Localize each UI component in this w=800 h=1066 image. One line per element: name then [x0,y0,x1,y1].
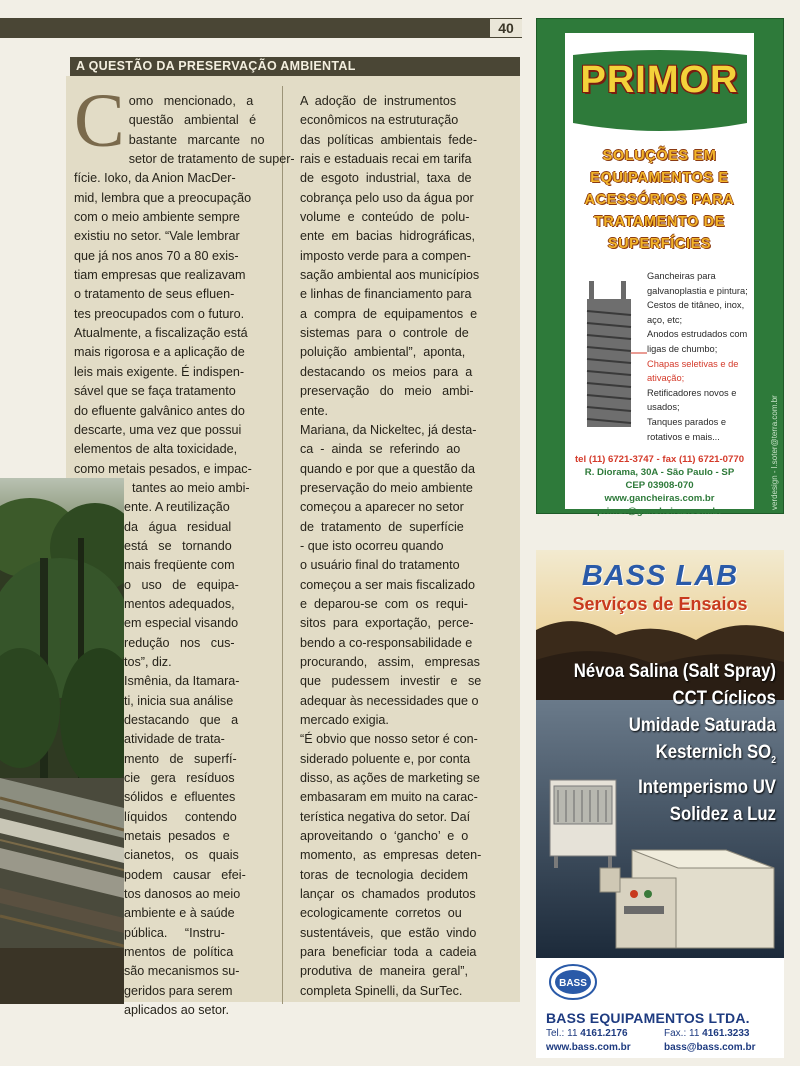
bass-service-item: Umidade Saturada [628,714,776,736]
article-line: ti, inicia sua análise [124,693,234,708]
article-line: a compra de equipamentos e [300,306,478,321]
article-line: mercado exigia. [300,713,389,727]
article-line: e deparou-se com os requi- [300,596,468,611]
primor-email-link[interactable]: primor@gancheiras.com.br [596,506,723,517]
article-line: preservação do meio ambi- [300,384,474,399]
article-line: tiam empresas que realizavam [74,268,246,283]
page-number: 40 [490,19,522,37]
article-line: mento de superfí- [124,751,237,766]
primor-tagline-line: EQUIPAMENTOS E [590,170,729,186]
article-line: siderado poluente e, por conta [300,751,471,766]
article-line: de tratamento de superfície [300,519,464,534]
pointer-line [631,351,647,355]
article-line: ente em bacias hidrográficas, [300,229,476,244]
article-line: econômicos na estruturação [300,113,459,128]
article-line: sável que se faça tratamento [74,384,236,399]
article-line: está se tornando [124,538,232,553]
primor-ad[interactable] [536,18,784,517]
article-line: sistemas para o controle de [300,326,469,341]
article-line: momento, as empresas deten- [300,848,482,863]
drop-cap: C [74,79,125,163]
bass-web-row [546,1042,776,1053]
article-line: o uso de equipa- [124,577,239,592]
bass-phone-row [546,1028,776,1039]
article-line: líquidos contendo [124,809,237,824]
article-line: ambiente e à saúde [124,906,235,921]
article-line: começou a aparecer no setor [300,500,464,515]
article-line: das políticas ambientais fede- [300,132,478,147]
so2-subscript: 2 [771,754,776,766]
bass-tel-label: Tel.: 11 [546,1028,581,1039]
primor-logo: PRIMOR [580,59,739,101]
primor-ad-panel [565,33,754,517]
primor-product-item: ligas de chumbo; [647,343,718,354]
article-line: quando e por que a questão da [300,461,476,476]
article-line: existiu no setor. “Vale lembrar [74,229,240,244]
article-line: sitos para exportação, perce- [300,616,474,631]
article-line: da água residual [124,519,232,534]
article-line: “É obvio que nosso setor é con- [300,732,478,747]
article-line: mentos de política [124,945,234,960]
bass-services-list [570,658,776,828]
article-line: questão ambiental é [128,113,257,128]
primor-phone: tel (11) 6721-3747 - fax (11) 6721-0770 [574,454,745,465]
bass-service-item: Névoa Salina (Salt Spray) [573,660,776,682]
article-line: tos”, diz. [124,654,172,669]
bass-email-link[interactable]: bass@bass.com.br [664,1042,756,1053]
article-line: redução nos cus- [124,635,235,650]
bass-footer [536,958,784,1058]
primor-product-item: galvanoplastia e pintura; [647,285,748,296]
article-line: descarte, uma vez que possui [74,422,242,437]
bass-logo-icon [548,962,598,1002]
article-line: e linhas de financiamento para [300,287,472,302]
rack-product-icon [585,281,633,429]
primor-product-list [647,269,753,444]
article-line: mais freqüente com [124,558,235,573]
article-line: ente. [300,403,329,418]
primor-contact [565,453,754,518]
article-line: preservação do meio ambiente [300,480,473,495]
article-line: cie gera resíduos [124,771,235,786]
bass-service-item [570,739,776,774]
bass-service-item: Solidez a Luz [669,802,776,825]
article-line: Atualmente, a fiscalização está [74,326,248,341]
primor-tagline [565,145,754,255]
designer-credit [770,380,780,510]
bass-lab-subtitle: Serviços de Ensaios [572,594,748,614]
primor-tagline-line: SUPERFÍCIES [607,236,712,252]
article-line: fície. Ioko, da Anion MacDer- [74,171,236,186]
article-line: elementos de alta toxicidade, [74,442,238,457]
article-line: sustentáveis, que estão vindo [300,925,477,940]
article-line: disso, as ações de marketing se [300,771,480,786]
designer-credit-text: verdesign - l.soter@terra.com.br [770,395,779,510]
article-line: para beneficiar toda a cadeia [300,945,477,960]
article-line: omo mencionado, a [128,94,254,108]
primor-product-item: Cestos de titâneo, inox, [647,300,745,311]
article-line: são mecanismos su- [124,964,240,979]
bass-website-link[interactable]: www.bass.com.br [546,1042,631,1053]
primor-product-item: Tanques parados e [647,416,727,427]
column-2-text [300,92,492,1001]
bass-lab-title: BASS LAB [581,560,739,592]
article-line: começou a ser mais fiscalizado [300,577,475,592]
bass-fax-number: 4161.3233 [702,1028,750,1039]
article-line: tes preocupados com o futuro. [74,306,245,321]
article-line: mid, lembra que a preocupação [74,190,252,205]
bass-service-text: Kesternich SO [655,741,772,763]
article-line: poluição ambiental”, aponta, [300,345,466,360]
article-line: rais e estaduais recai em tarifa [300,152,472,167]
article-line: bendo a co-responsabilidade e [300,635,473,650]
article-line: volume e conteúdo de polu- [300,210,470,225]
article-line: toras de tecnologia decidem [300,867,469,882]
article-line: o usuário final do tratamento [300,558,460,573]
primor-product-item: Anodos estrudados com [647,329,748,340]
primor-product-item: usados; [647,402,680,413]
article-photo [0,478,124,1004]
article-line: aproveitando o ‘gancho’ e o [300,829,469,844]
article-line: embasaram em muito na carac- [300,790,478,805]
article-line: como metais pesados, e impac- [74,461,252,476]
article-line: Mariana, da Nickeltec, já desta- [300,422,477,437]
bass-service-item: CCT Cíclicos [672,687,776,709]
primor-product-item: aço, etc; [647,314,683,325]
primor-product-item: ativação; [647,373,685,384]
article-line: procurando, assim, empresas [300,654,480,669]
article-line: aplicados ao setor. [124,1003,230,1018]
article-line: que já nos anos 70 a 80 exis- [74,248,239,263]
article-line: destacando os meios para a [300,364,473,379]
bass-fax-label: Fax.: 11 [664,1028,703,1039]
article-line: atividade de trata- [124,732,225,747]
primor-product-item: Retificadores novos e [647,387,737,398]
primor-website-link[interactable]: www.gancheiras.com.br [604,493,715,504]
article-line: tos danosos ao meio [124,887,241,902]
article-column-2 [300,92,492,1001]
article-line: produtiva de maneira geral”, [300,964,469,979]
primor-tagline-line: ACESSÓRIOS PARA [584,192,735,208]
article-line: que pudessem investir e se [300,674,482,689]
article-line: mais rigorosa e a aplicação de [74,345,245,360]
primor-product-item: rotativos e mais... [647,431,720,442]
article-line: imposto verde para a compen- [300,248,471,263]
article-line: em especial visando [124,616,239,631]
article-line: metais pesados e [124,829,230,844]
article-line: sólidos e efluentes [124,790,236,805]
article-line: com o meio ambiente sempre [74,210,240,225]
primor-address: R. Diorama, 30A - São Paulo - SP [584,467,735,478]
article-line: podem causar efei- [124,867,246,882]
article-line: sação ambiental aos municípios [300,268,480,283]
article-line: completa Spinelli, da SurTec. [300,983,463,998]
article-line: lançar os chamados produtos [300,887,476,902]
bass-company-name: BASS EQUIPAMENTOS LTDA. [546,1010,750,1026]
bass-service-item: Intemperismo UV [638,775,776,798]
article-line: ente. A reutilização [124,500,230,515]
article-line: A adoção de instrumentos [300,94,457,108]
article-line: Ismênia, da Itamara- [124,674,240,689]
article-line: ca - ainda se referindo ao [300,442,461,457]
plant-photo-illustration [0,478,124,1004]
article-line: ecologicamente corretos ou [300,906,462,921]
article-line: cobrança pelo uso da água por [300,190,474,205]
article-line: mentos adequados, [124,596,235,611]
article-line: leis mais exigente. É indispen- [74,364,245,379]
article-line: cianetos, os quais [124,848,239,863]
article-line: tantes ao meio ambi- [132,480,250,495]
article-line: o tratamento de seus efluen- [74,287,235,302]
article-line: de esgoto industrial, taxa de [300,171,472,186]
bass-lab-ad[interactable] [536,550,784,958]
article-line: setor de tratamento de super- [128,152,295,167]
bass-tel-number: 4161.2176 [580,1028,628,1039]
primor-tagline-line: SOLUÇÕES EM [602,148,717,164]
header-bar [0,18,522,38]
primor-product-item: Gancheiras para [647,271,716,281]
article-line: pública. “Instru- [124,925,225,940]
article-line: - que isto ocorreu quando [300,538,444,553]
article-line: adequar às necessidades que o [300,693,479,708]
article-line: geridos para serem [124,983,233,998]
bass-logo-text: BASS [559,978,587,989]
primor-product-item: Chapas seletivas e de [647,358,739,369]
column-divider [282,86,283,1004]
article-line: terística negativa do setor. Daí [300,809,471,824]
article-line: bastante marcante no [128,132,265,147]
article-line: do efluente galvânico antes do [74,403,245,418]
primor-cep: CEP 03908-070 [625,480,694,491]
article-line: destacando que a [124,713,239,727]
primor-tagline-line: TRATAMENTO DE [593,214,726,230]
section-title: A QUESTÃO DA PRESERVAÇÃO AMBIENTAL [70,57,520,76]
